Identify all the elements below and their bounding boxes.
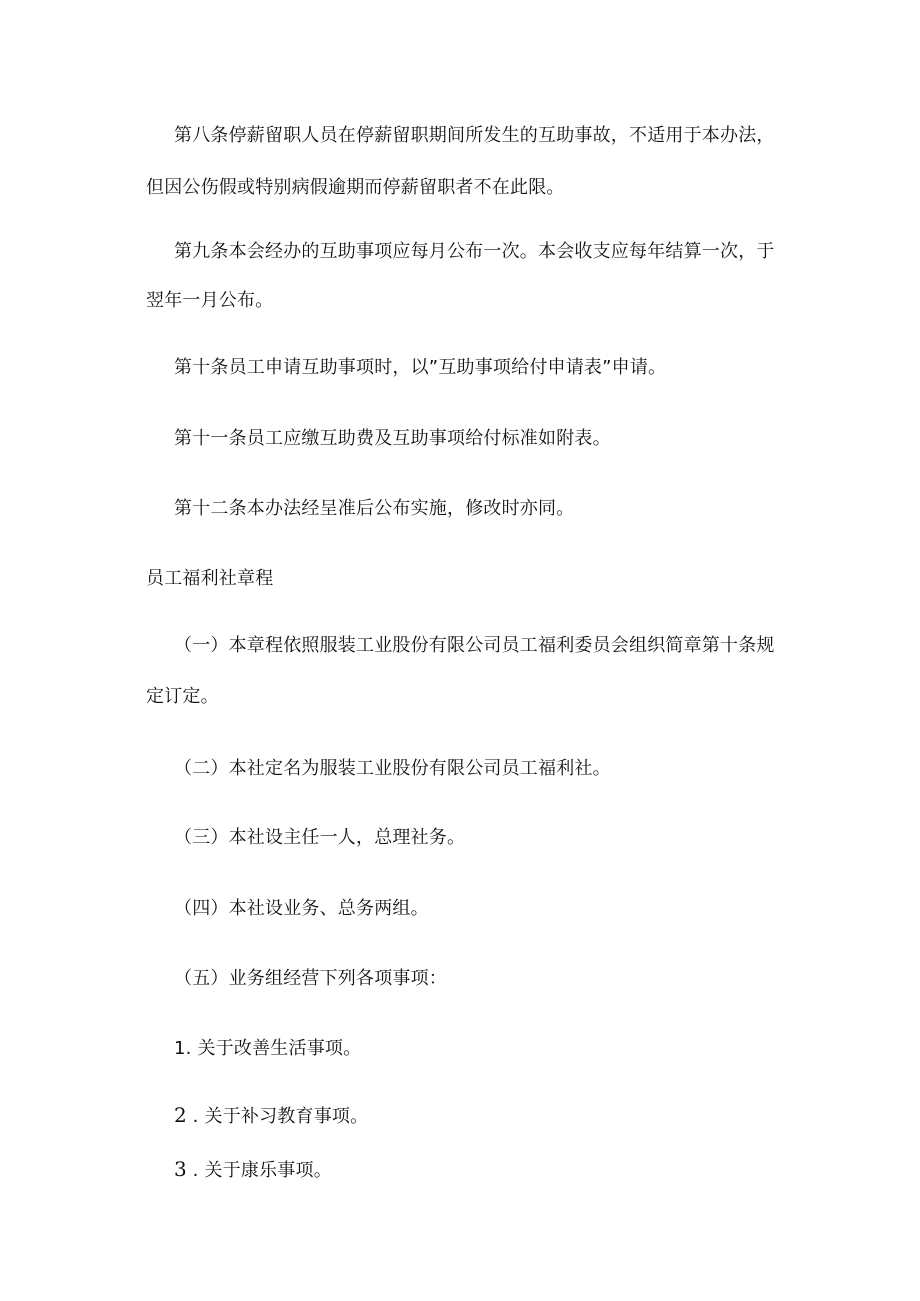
clause-3: （三）本社设主任一人，总理社务。 xyxy=(174,827,466,848)
article-9-line-2: 翌年一月公布。 xyxy=(146,290,274,311)
article-8-line-1: 第八条停薪留职人员在停薪留职期间所发生的互助事故，不适用于本办法， xyxy=(174,125,775,146)
list-item-text: . 关于补习教育事项。 xyxy=(186,1106,369,1127)
article-8-line-2: 但因公伤假或特别病假逾期而停薪留职者不在此限。 xyxy=(146,177,565,198)
clause-2: （二）本社定名为服装工业股份有限公司员工福利社。 xyxy=(174,758,611,779)
clause-1-line-1: （一）本章程依照服装工业股份有限公司员工福利委员会组织简章第十条规 xyxy=(174,635,775,656)
list-item-number: 3 xyxy=(174,1157,187,1181)
list-item-2 xyxy=(174,1103,368,1129)
list-item-text: . 关于康乐事项。 xyxy=(186,1160,332,1181)
clause-5: （五）业务组经营下列各项事项： xyxy=(174,968,447,989)
list-item-1: 1. 关于改善生活事项。 xyxy=(174,1038,362,1059)
list-item-3 xyxy=(174,1157,332,1183)
article-11: 第十一条员工应缴互助费及互助事项给付标准如附表。 xyxy=(174,428,611,449)
clause-4: （四）本社设业务、总务两组。 xyxy=(174,898,429,919)
clause-1-line-2: 定订定。 xyxy=(146,686,219,707)
section-title: 员工福利社章程 xyxy=(146,568,274,589)
article-9-line-1: 第九条本会经办的互助事项应每月公布一次。本会收支应每年结算一次，于 xyxy=(174,241,775,262)
article-12: 第十二条本办法经呈准后公布实施，修改时亦同。 xyxy=(174,498,575,519)
list-item-number: 2 xyxy=(174,1103,187,1127)
article-10: 第十条员工申请互助事项时，以”互助事项给付申请表”申请。 xyxy=(174,357,667,378)
